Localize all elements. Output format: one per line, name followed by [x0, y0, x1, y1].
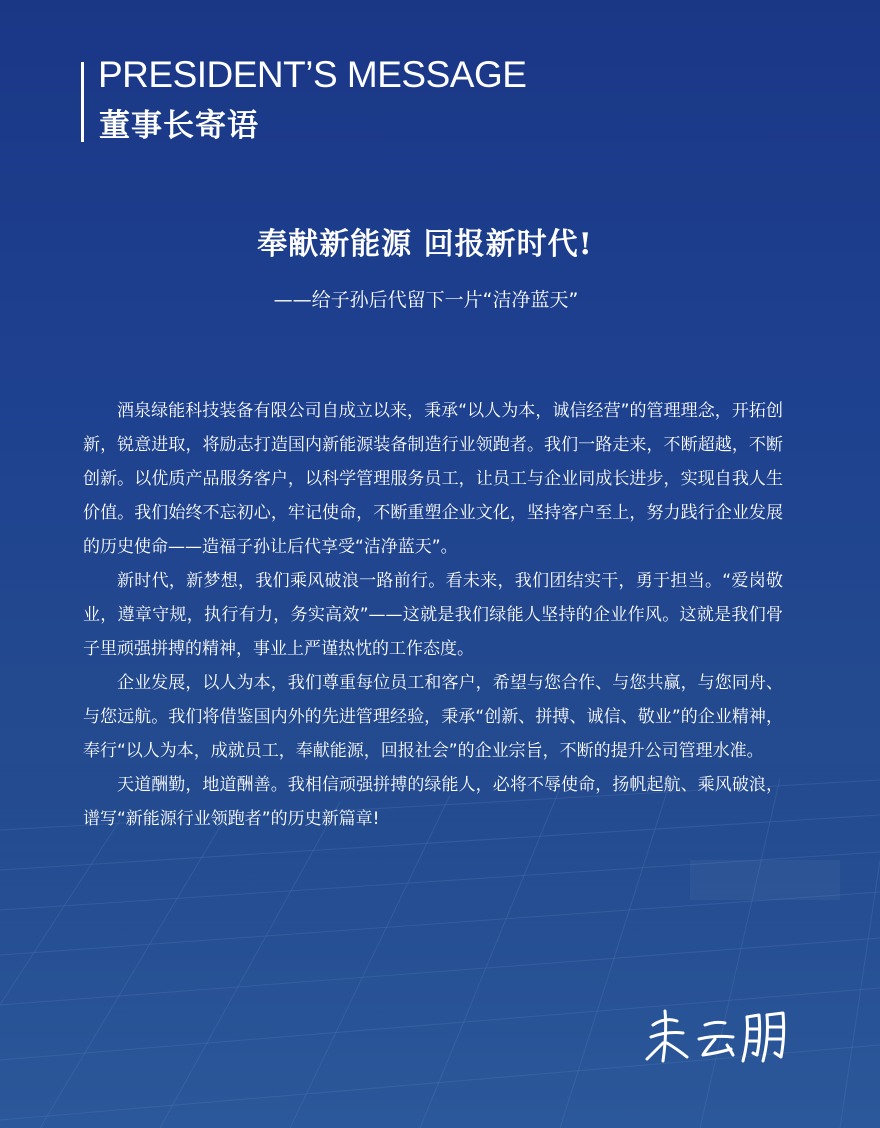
- subheadline: ——给子孙后代留下一片“洁净蓝天”: [273, 289, 579, 311]
- paragraph: 天道酬勤，地道酬善。我相信顽强拼搏的绿能人，必将不辱使命，扬帆起航、乘风破浪，谱写“新能源行业领跑者”的历史新篇章!: [83, 775, 783, 829]
- page-title-chinese: 董事长寄语: [99, 108, 259, 144]
- page-title-english: PRESIDENT’S MESSAGE: [98, 54, 527, 95]
- header-accent-bar: [81, 62, 84, 142]
- paragraph: 企业发展，以人为本，我们尊重每位员工和客户，希望与您合作、与您共赢，与您同舟、与您远航。我们将借鉴国内外的先进管理经验，秉承“创新、拼搏、诚信、敬业”的企业精神，奉行“以人为本，成就员工，奉献能源，回报社会”的企业宗旨，不断的提升公司管理水准。: [83, 673, 783, 761]
- headline: 奉献新能源 回报新时代!: [257, 227, 593, 262]
- paragraph: 新时代，新梦想，我们乘风破浪一路前行。看未来，我们团结实干，勇于担当。“爱岗敬业，遵章守规，执行有力，务实高效”——这就是我们绿能人坚持的企业作风。这就是我们骨子里顽强拼搏的精神，事业上严谨热忱的工作态度。: [83, 571, 783, 659]
- handwritten-signature: [643, 1003, 793, 1071]
- paragraph: 酒泉绿能科技装备有限公司自成立以来，秉承“以人为本，诚信经营”的管理理念，开拓创新，锐意进取，将励志打造国内新能源装备制造行业领跑者。我们一路走来，不断超越，不断创新。以优质产品服务客户，以科学管理服务员工，让员工与企业同成长进步，实现自我人生价值。我们始终不忘初心，牢记使命，不断重塑企业文化，坚持客户至上，努力践行企业发展的历史使命——造福子孙让后代享受“洁净蓝天”。: [83, 401, 783, 557]
- message-body: [83, 394, 783, 836]
